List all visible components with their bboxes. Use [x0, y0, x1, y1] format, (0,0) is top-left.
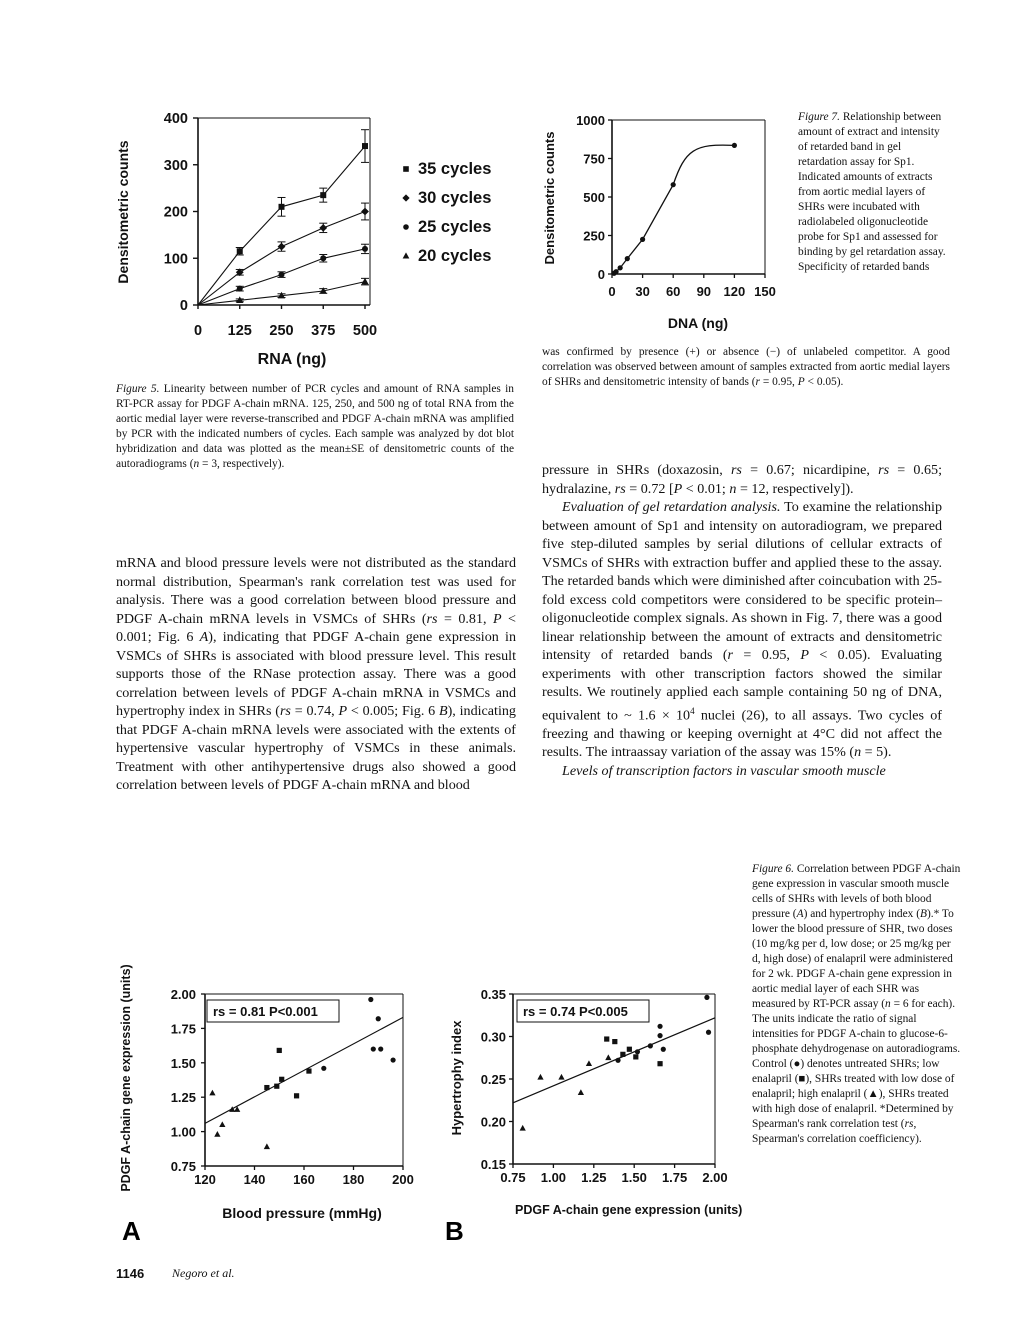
fig6b-ylabel: Hypertrophy index — [449, 1020, 464, 1136]
fig7-axes — [612, 120, 765, 274]
fig6b-point-high — [537, 1074, 543, 1080]
fig5-legend-marker — [403, 166, 409, 172]
fig6b-point-low — [627, 1047, 632, 1052]
fig5-ytick-label: 400 — [163, 111, 188, 127]
fig7-xtick-label: 60 — [665, 284, 681, 299]
fig6b-ytick-label: 0.25 — [480, 1072, 506, 1087]
fig6a-point-high — [209, 1090, 215, 1096]
fig6a-point-low — [264, 1085, 269, 1090]
fig5-point — [320, 192, 326, 198]
fig6a-point-control — [368, 997, 373, 1002]
fig6b-point-high — [605, 1054, 611, 1060]
fig5-series-line — [198, 146, 365, 305]
fig5-legend-marker — [402, 194, 409, 201]
fig6b-point-control — [704, 995, 709, 1000]
figure-6a-chart — [110, 964, 430, 1246]
fig6a-point-control — [378, 1046, 383, 1051]
fig6a-ytick-label: 1.75 — [170, 1021, 196, 1037]
fig5-point — [237, 248, 243, 254]
fig6b-point-low — [612, 1039, 617, 1044]
fig5-point — [320, 255, 326, 261]
fig6a-ytick-label: 0.75 — [170, 1159, 196, 1174]
figure-7-chart — [540, 108, 780, 338]
fig6b-xtick-label: 1.00 — [540, 1170, 567, 1185]
fig7-ylabel: Densitometric counts — [542, 131, 557, 265]
fig5-point — [362, 246, 368, 252]
fig5-point — [319, 224, 327, 232]
fig6b-point-low — [633, 1054, 638, 1059]
fig7-ytick-label: 0 — [597, 267, 605, 282]
fig5-ytick-label: 300 — [163, 157, 188, 174]
fig6b-ytick-label: 0.20 — [480, 1114, 506, 1130]
fig5-xtick-label: 125 — [227, 323, 252, 339]
fig6b-point-control — [657, 1033, 662, 1038]
fig6b-point-high — [558, 1074, 564, 1080]
fig6a-point-low — [277, 1048, 282, 1053]
fig7-ytick-label: 1000 — [576, 113, 605, 128]
fig5-point — [362, 143, 368, 149]
fig7-point — [613, 269, 618, 274]
fig6a-trendline — [205, 1017, 403, 1123]
page-number: 1146 — [116, 1266, 145, 1281]
fig6a-xtick-label: 140 — [243, 1172, 266, 1187]
fig6a-point-low — [274, 1084, 279, 1089]
fig6b-panel-letter: B — [445, 1216, 464, 1246]
fig7-ytick-label: 250 — [583, 228, 605, 244]
fig5-point — [278, 243, 286, 251]
fig7-ytick-label: 500 — [583, 190, 605, 205]
fig7-xtick-label: 120 — [723, 284, 746, 299]
fig5-xtick-label: 500 — [352, 323, 378, 339]
fig5-point — [279, 272, 285, 278]
figure-6b-chart — [445, 978, 745, 1246]
fig7-point — [625, 256, 630, 261]
fig7-point — [671, 182, 676, 187]
fig6b-point-high — [520, 1125, 526, 1131]
fig5-ylabel: Densitometric counts — [115, 140, 131, 284]
fig6b-xtick-label: 2.00 — [702, 1170, 728, 1185]
figure-7-caption-bottom: was confirmed by presence (+) or absence (−) of unlabeled competitor. A good correlation was observed between amount of samples extracted from aortic medial layers of SHRs and densitometric intensity of bands (r = 0.95, P < 0.05). — [542, 346, 950, 388]
fig6b-point-control — [615, 1058, 620, 1063]
fig5-legend-marker — [403, 224, 409, 230]
fig6b-trendline — [513, 1018, 715, 1103]
fig6b-point-control — [661, 1047, 666, 1052]
fig6a-point-control — [371, 1046, 376, 1051]
fig7-fitted-curve — [614, 145, 734, 273]
fig5-xtick-label: 375 — [311, 323, 336, 339]
fig5-legend-label: 30 cycles — [418, 189, 492, 207]
figure-5-caption: Figure 5. Linearity between number of PCR cycles and amount of RNA samples in RT-PCR assay for PDGF A-chain mRNA. 125, 250, and 500 ng of total RNA from the aortic medial layer were reverse-transcribed and PDGF A-chain mRNA was amplified by PCR with the indicated numbers of cycles. Each sample was analyzed by dot blot hybridization and data was plotted as the mean±SE of densitometric counts of the autoradiograms (n = 3, respectively). — [116, 383, 514, 470]
fig7-xtick-label: 0 — [608, 284, 616, 299]
fig5-ytick-label: 200 — [163, 204, 188, 221]
fig6a-annotation: rs = 0.81 P<0.001 — [213, 1004, 318, 1019]
fig6b-point-control — [657, 1024, 662, 1029]
fig5-point — [237, 286, 243, 292]
figure-6-caption: Figure 6. Correlation between PDGF A-chain gene expression in vascular smooth muscle cells of SHRs with levels of both blood pressure (A) and hypertrophy index (B).* To lower the blood pressure of SHR, two doses (10 mg/kg per d, low dose; or 25 mg/kg per d, high dose) of enalapril were administered for 2 wk. PDGF A-chain gene expression in aortic medial layer of each SHR was measured by RT-PCR assay (n = 6 for each). The units indicate the ratio of signal intensities for PDGF A-chain to glucose-6-phosphate dehydrogenase on autoradiograms. Control (●) denotes untreated SHRs; low enalapril (■), SHRs treated with low dose of enalapril; high enalapril (▲), SHRs treated with high dose of enalapril. *Determined by Spearman's rank correlation test (rs, Spearman's correlation coefficiency). — [752, 863, 961, 1145]
fig5-xtick-label: 250 — [269, 323, 294, 339]
fig6a-point-high — [264, 1143, 270, 1149]
fig5-xtick-label: 0 — [193, 323, 203, 339]
fig5-legend-marker — [403, 252, 410, 258]
body-text-left-column: mRNA and blood pressure levels were not distributed as the standard normal distribution, Spearman's rank correlation test was used for analysis. There was a good correlation between blood pressure and PDGF A-chain mRNA levels in VSMCs of SHRs (rs = 0.81, P < 0.001; Fig. 6 A), indicating that PDGF A-chain gene expression in VSMCs of SHRs is associated with blood pressure level. This result supports those of the RNase protection assay. There was a good correlation between levels of PDGF A-chain mRNA in VSMCs and hypertrophy index in SHRs (rs = 0.74, P < 0.005; Fig. 6 B), indicating that PDGF A-chain mRNA levels were associated with the extents of hypertensive vascular hypertrophy of VSMCs in these animals. Treatment with other antihypertensive drugs also showed a good correlation between levels of PDGF A-chain mRNA and blood — [116, 555, 516, 793]
fig6b-point-control — [648, 1043, 653, 1048]
fig6b-ytick-label: 0.30 — [480, 1029, 506, 1045]
running-head: Negoro et al. — [172, 1266, 235, 1280]
fig5-legend-label: 35 cycles — [418, 160, 492, 178]
figure-5-chart — [110, 100, 530, 375]
fig6a-point-control — [321, 1066, 326, 1071]
fig6a-ytick-label: 2.00 — [170, 987, 196, 1002]
fig6a-ytick-label: 1.50 — [170, 1055, 196, 1071]
fig6a-point-low — [279, 1077, 284, 1082]
figure-7-caption-side: Figure 7. Relationship between amount of extract and intensity of retarded band in gel retardation assay for Sp1. Indicated amounts of extracts from aortic medial layers of SHRs were incubated with radiolabeled oligonucleotide probe for Sp1 and assessed for binding by gel retardation assay. Specificity of retarded bands — [798, 111, 946, 273]
fig6a-point-control — [376, 1016, 381, 1021]
fig6a-ytick-label: 1.25 — [170, 1090, 196, 1106]
fig7-xtick-label: 90 — [696, 284, 712, 299]
fig7-xtick-label: 150 — [754, 284, 776, 299]
fig5-legend — [402, 160, 491, 265]
fig7-xlabel: DNA (ng) — [667, 315, 729, 331]
fig5-ytick-label: 0 — [179, 298, 188, 314]
fig6b-xtick-label: 1.25 — [581, 1170, 607, 1185]
fig7-point — [640, 237, 645, 242]
fig7-xtick-label: 30 — [635, 284, 650, 299]
fig6a-point-high — [219, 1121, 225, 1127]
fig6b-point-low — [620, 1052, 625, 1057]
fig6b-xtick-label: 1.50 — [621, 1170, 647, 1185]
fig6a-ylabel: PDGF A-chain gene expression (units) — [119, 964, 133, 1192]
fig6a-xlabel: Blood pressure (mmHg) — [222, 1205, 382, 1221]
fig6b-point-high — [586, 1060, 592, 1066]
fig6b-xtick-label: 0.75 — [500, 1170, 526, 1185]
fig6b-xlabel: PDGF A-chain gene expression (units) — [515, 1203, 743, 1217]
fig6b-point-control — [706, 1030, 711, 1035]
fig6b-point-low — [604, 1036, 609, 1041]
fig6b-point-high — [578, 1089, 584, 1095]
fig5-legend-label: 25 cycles — [418, 218, 492, 236]
fig6b-annotation: rs = 0.74 P<0.005 — [523, 1004, 628, 1019]
fig5-point — [361, 208, 369, 216]
fig6a-point-low — [294, 1093, 299, 1098]
fig6a-point-control — [391, 1057, 396, 1062]
fig7-point — [618, 265, 623, 270]
fig5-xlabel: RNA (ng) — [257, 351, 327, 368]
body-text-right-column: pressure in SHRs (doxazosin, rs = 0.67; nicardipine, rs = 0.65; hydralazine, rs = 0.72 [P < 0.01; n = 12, respectively]). Evaluation of gel retardation analysis. To examine the relationship between amount of Sp1 and intensity on autoradiogram, we prepared five step-diluted samples by serial dilutions of cellular extracts of VSMCs of SHRs with extraction buffer and applied these to the assay. The retarded bands which were diminished after coincubation with 25-fold excess cold competitors were considered to be specific protein–oligonucleotide complex signals. As shown in Fig. 7, there was a good linear relationship between the amount of extracts and densitometric intensity of retarded bands (r = 0.95, P < 0.05). Evaluating experiments with other transcription factors showed the similar results. We routinely applied each sample containing 50 ng of DNA, equivalent to ~ $1.6 \times 10^4$ nuclei (26), to all assays. Two cycles of freezing and thawing or keeping overnight at 4°C did not affect the results. The intraassay variation of the assay was 15% (n = 5). Levels of transcription factors in vascular smooth muscle — [542, 462, 943, 779]
fig6b-ytick-label: 0.15 — [480, 1157, 506, 1172]
fig6b-ytick-label: 0.35 — [480, 987, 506, 1002]
fig6a-point-low — [306, 1068, 311, 1073]
fig5-legend-label: 20 cycles — [418, 247, 492, 265]
fig6a-panel-letter: A — [122, 1216, 141, 1246]
fig6a-point-high — [214, 1131, 220, 1137]
fig6a-ytick-label: 1.00 — [170, 1124, 196, 1140]
fig5-ytick-label: 100 — [163, 251, 188, 268]
fig7-ytick-label: 750 — [583, 151, 605, 167]
fig6b-point-low — [657, 1061, 662, 1066]
fig7-point — [732, 143, 737, 148]
fig6a-xtick-label: 160 — [293, 1172, 315, 1187]
fig6b-point-control — [635, 1049, 640, 1054]
fig5-point — [279, 204, 285, 210]
fig6a-xtick-label: 120 — [194, 1172, 216, 1187]
fig6b-xtick-label: 1.75 — [661, 1170, 688, 1185]
fig6a-xtick-label: 200 — [392, 1172, 414, 1187]
fig5-series-line — [198, 212, 365, 306]
fig6a-xtick-label: 180 — [342, 1172, 365, 1187]
